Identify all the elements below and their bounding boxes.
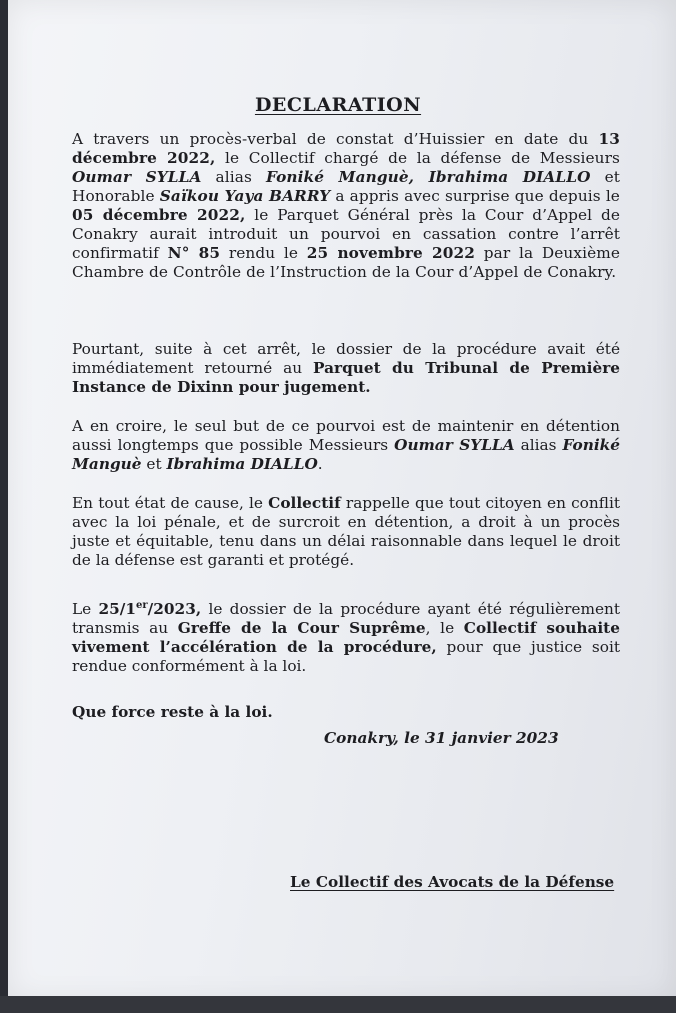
paragraph-2: Pourtant, suite à cet arrêt, le dossier de la procédure avait été immédiatement retourné au Parquet du Tribunal de Première Instance de Dixinn pour jugement. — [72, 340, 621, 396]
closing-line: Que force reste à la loi. — [72, 703, 273, 721]
paragraph-1: A travers un procès-verbal de constat d’Huissier en date du 13 décembre 2022, le Collectif chargé de la défense de Messieurs Oumar SYLLA alias Foniké Manguè, Ibrahima DIALLO et Honorable Saïkou Yaya BARRY a appris avec surprise que depuis le 05 décembre 2022, le Parquet Général près la Cour d’Appel de Conakry aurait introduit un pourvoi en cassation contre l’arrêt confirmatif N° 85 rendu le 25 novembre 2022 par la Deuxième Chambre de Contrôle de l’Instruction de la Cour d’Appel de Conakry. — [72, 130, 621, 281]
paragraph-5: Le 25/1er/2023, le dossier de la procédure ayant été régulièrement transmis au Greffe de la Cour Suprême, le Collectif souhaite vivement l’accélération de la procédure, pour que justice soit rendue conformément à la loi. — [72, 600, 620, 676]
paragraph-4: En tout état de cause, le Collectif rappelle que tout citoyen en conflit avec la loi pénale, et de surcroit en détention, a droit à un procès juste et équitable, tenu dans un délai raisonnable dans lequel le droit de la défense est garanti et protégé. — [72, 494, 620, 569]
place-date-line: Conakry, le 31 janvier 2023 — [324, 729, 559, 747]
signature-line: Le Collectif des Avocats de la Défense — [290, 873, 615, 891]
document-title: DECLARATION — [254, 94, 422, 116]
paragraph-3: A en croire, le seul but de ce pourvoi est de maintenir en détention aussi longtemps que possible Messieurs Oumar SYLLA alias Foniké Manguè et Ibrahima DIALLO. — [72, 417, 621, 473]
background-surface — [0, 996, 676, 1013]
